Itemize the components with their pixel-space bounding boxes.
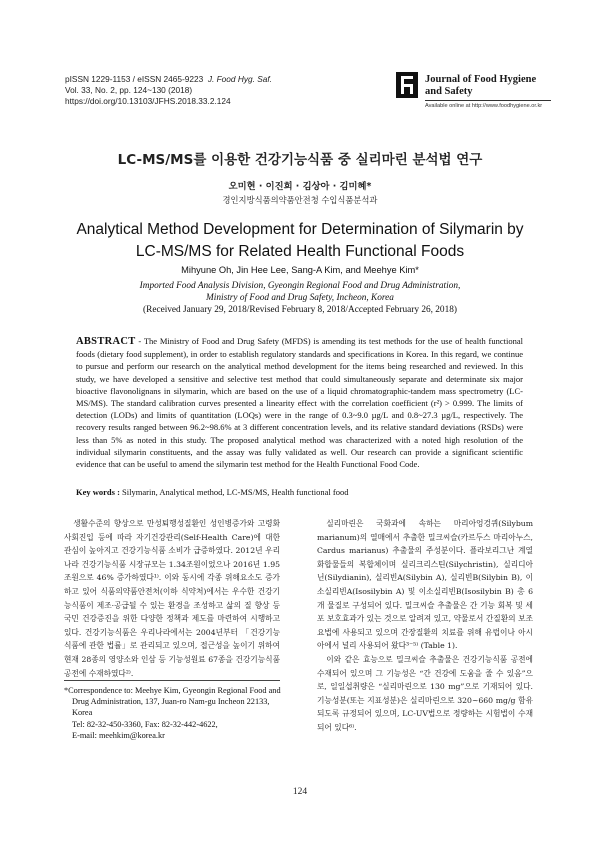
body-paragraph: 이와 같은 효능으로 밀크씨슬 추출물은 건강기능식품 공전에 수재되어 있으며 그 기능성은 “간 건강에 도움을 줄 수 있음”으로, 일일섭취량은 “실리마린으로 130 mg”으로 기재되어 있다. 기능성분(또는 지표성분)은 실리마린으로 320~660 mg/g 함유되도록 규정되어 있으며, LC-UV법으로 정량하는 시험법이 수재되어 있다⁶⁾. bbox=[317, 654, 533, 732]
english-authors: Mihyune Oh, Jin Hee Lee, Sang-A Kim, and Meehye Kim* bbox=[181, 265, 419, 275]
keywords-text: Silymarin, Analytical method, LC-MS/MS, Health functional food bbox=[119, 487, 349, 497]
keywords-label: Key words : bbox=[76, 487, 120, 497]
volume-line: Vol. 33, No. 2, pp. 124~130 (2018) bbox=[65, 85, 193, 95]
email[interactable]: E-mail: meehkim@korea.kr bbox=[72, 730, 165, 740]
journal-name: Journal of Food Hygiene and Safety bbox=[425, 74, 537, 97]
issn-text: pISSN 1229-1153 / eISSN 2465-9223 bbox=[65, 74, 204, 84]
correspondence-footnote: *Correspondence to: Meehye Kim, Gyeongin Regional Food and Drug Administration, 137, Juan-ro Nam-gu Incheon 22133, Korea Tel: 82-32-450-3360, Fax: 82-32-442-4622, E-mail: meehkim@korea.kr bbox=[64, 686, 281, 740]
abstract-label: ABSTRACT bbox=[76, 336, 136, 347]
abstract-text: - The Ministry of Food and Drug Safety (MFDS) is amending its test methods for the use of health functional foods (dietary food supplement), in order to establish regulatory standards and specifications in Korea. In this regard, we continue to pursue and perform our research on the analytical method development for the items being researched and reviewed. In this study, we have developed a sensitive and selective test method that could simultaneously separate and determinate six major bioactive flavonolignans in silymarin, which are based on the use of a liquid chromatographic-tandem mass spectrometry (LC-MS/MS). The standard calibration curves presented a linearity effect with the correlation coefficient (r²) > 0.999. The limits of detection (LODs) and limits of quantitation (LOQs) were in the range of 0.3~9.0 µg/L and 0.8~27.3 µg/L, respectively. The recovery results ranged between 96.2~98.6% at 3 different concentration levels, and its relative standard deviations (RSDs) were less than 5% as noted in this study. The proposed analytical method was characterized with a noted high resolution of the individual silymarin constituents, and the assay was fully validated as well. Our research can provide a significant scientific evidence that can be useful to amend the silymarin test method for the Health Functional Food Code. bbox=[76, 336, 523, 470]
footnote-divider bbox=[64, 680, 280, 681]
abstract bbox=[76, 335, 523, 470]
journal-logo-icon bbox=[396, 72, 418, 98]
keywords bbox=[76, 487, 523, 497]
body-right-column bbox=[317, 517, 533, 735]
korean-authors: 오미현 · 이진희 · 김상아 · 김미혜* bbox=[228, 181, 372, 192]
korean-affiliation: 경인지방식품의약품안전청 수입식품분석과 bbox=[222, 195, 378, 205]
body-paragraph: 생활수준의 향상으로 만성퇴행성질환인 성인병증가와 고령화사회진입 등에 따라 자기건강관리(Self-Health Care)에 대한 관심이 높아지고 건강기능식품 소비가 급증하였다. 2012년 우리나라 건강기능식품 시장규모는 1.34조원이었으나 2016년 1.95조원으로 46% 증가하였다¹⁾. 이와 동시에 각종 위해요소도 증가하고 있어 식품의약품안전처(이하 식약처)에서는 우수한 건강기능식품이 제조·공급될 수 있는 환경을 조성하고 삶의 질 향상 등 국민 건강증진을 위한 다양한 정책과 제도를 마련하여 시행하고 있다. 건강기능식품은 우리나라에서는 2004년부터 「건강기능식품에 관한 법률」로 관리되고 있으며, 접근성을 높이기 위하여 현재 28종의 영양소와 인삼 등 기능성원료 67종을 건강기능식품 공전에 수재하였다²⁾. bbox=[64, 519, 280, 678]
doi-link[interactable]: https://doi.org/10.13103/JFHS.2018.33.2.124 bbox=[65, 96, 231, 106]
journal-abbrev: J. Food Hyg. Saf. bbox=[207, 74, 272, 84]
body-left-column bbox=[64, 517, 280, 680]
available-online-text[interactable]: Available online at http://www.foodhygiene.or.kr bbox=[425, 103, 543, 109]
english-title: Analytical Method Development for Determination of Silymarin by LC-MS/MS for Related Health Functional Foods bbox=[76, 221, 524, 260]
english-affiliation: Imported Food Analysis Division, Gyeongin Regional Food and Drug Administration, Ministry of Food and Drug Safety, Incheon, Korea bbox=[139, 281, 461, 303]
korean-title: LC-MS/MS를 이용한 건강기능식품 중 실리마린 분석법 연구 bbox=[117, 152, 483, 168]
body-paragraph: 실리마린은 국화과에 속하는 마리아엉겅퀴(Silybum marianum)의 열매에서 추출한 밀크씨슬(카르두스 마리아누스, Cardus marianus) 추출물의 주성분이다. 플라보리그난 계열 화합물들의 복합체이며 실리크리스틴(Silychristin), 실리디아닌(Silydianin), 실리빈A(Silybin A), 실리빈B(Silybin B), 이소실리빈A(Isosilybin A) 및 이소실리빈B(Isosilybin B) 총 6개 물질로 구성되어 있다. 밀크씨슬 추출물은 간 기능 회복 및 세포 보호효과가 있는 것으로 알려져 있고, 약물로서 간질환의 보조요법에 사용되고 있으며 간장질환의 치료를 위해 유럽이나 아시아에서 널리 사용되어 왔다³⁻⁵⁾ (Table 1). bbox=[317, 519, 533, 651]
journal-divider bbox=[425, 100, 551, 101]
journal-citation-block bbox=[65, 74, 272, 107]
received-dates: (Received January 29, 2018/Revised February 8, 2018/Accepted February 26, 2018) bbox=[143, 305, 457, 315]
page-number: 124 bbox=[292, 787, 308, 797]
